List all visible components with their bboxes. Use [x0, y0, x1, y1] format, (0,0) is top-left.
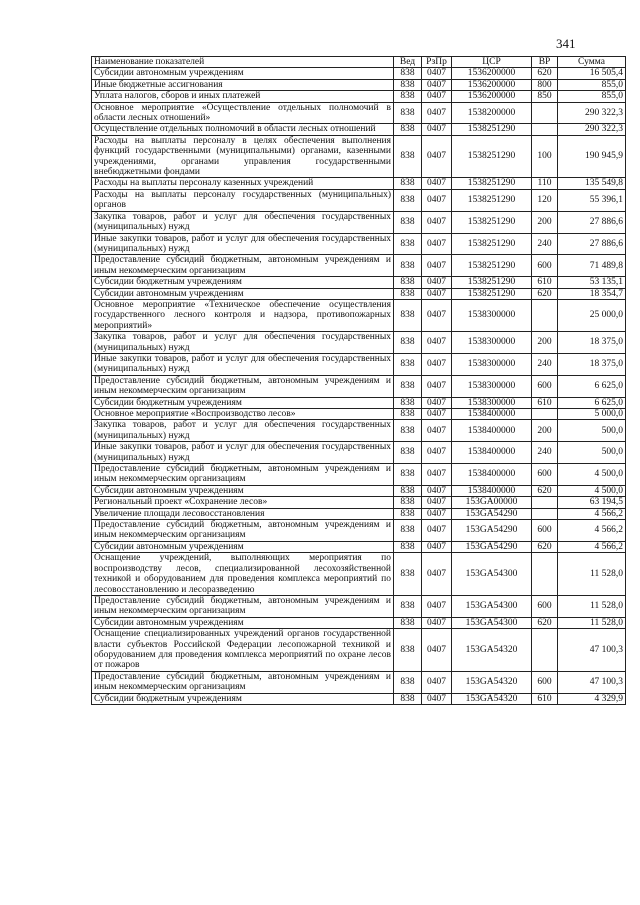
cell-rzpr: 0407	[422, 277, 452, 288]
cell-name: Субсидии автономным учреждениям	[92, 541, 394, 552]
cell-vr: 610	[532, 277, 558, 288]
table-row	[92, 442, 626, 464]
cell-sum: 11 528,0	[558, 617, 626, 628]
cell-rzpr: 0407	[422, 178, 452, 189]
cell-vr: 610	[532, 693, 558, 704]
cell-vr: 110	[532, 178, 558, 189]
cell-vr: 600	[532, 671, 558, 693]
cell-vr	[532, 553, 558, 596]
cell-sum: 190 945,9	[558, 135, 626, 178]
table-row	[92, 553, 626, 596]
cell-name: Основное мероприятие «Осуществление отдельных полномочий в области лесных отношений»	[92, 102, 394, 124]
cell-ved: 838	[394, 553, 422, 596]
cell-sum: 27 886,6	[558, 211, 626, 233]
cell-rzpr: 0407	[422, 553, 452, 596]
cell-rzpr: 0407	[422, 353, 452, 375]
cell-name: Уплата налогов, сборов и иных платежей	[92, 91, 394, 102]
cell-ved: 838	[394, 68, 422, 79]
cell-ved: 838	[394, 299, 422, 331]
cell-vr: 600	[532, 375, 558, 397]
table-row	[92, 520, 626, 542]
cell-rzpr: 0407	[422, 442, 452, 464]
cell-rzpr: 0407	[422, 693, 452, 704]
cell-name: Закупка товаров, работ и услуг для обеспечения государственных (муниципальных) нужд	[92, 420, 394, 442]
cell-csr: 153GA54300	[452, 595, 532, 617]
cell-rzpr: 0407	[422, 299, 452, 331]
cell-name: Предоставление субсидий бюджетным, автономным учреждениям и иным некоммерческим организациям	[92, 595, 394, 617]
cell-csr: 1536200000	[452, 68, 532, 79]
cell-rzpr: 0407	[422, 671, 452, 693]
cell-csr: 1538400000	[452, 485, 532, 496]
table-row	[92, 124, 626, 135]
cell-ved: 838	[394, 288, 422, 299]
header-ved: Вед	[394, 57, 422, 68]
cell-vr: 800	[532, 79, 558, 90]
cell-ved: 838	[394, 277, 422, 288]
cell-csr: 1538251290	[452, 135, 532, 178]
cell-name: Предоставление субсидий бюджетным, автономным учреждениям и иным некоммерческим организациям	[92, 375, 394, 397]
cell-vr: 100	[532, 135, 558, 178]
cell-ved: 838	[394, 617, 422, 628]
cell-rzpr: 0407	[422, 464, 452, 486]
cell-sum: 11 528,0	[558, 595, 626, 617]
cell-ved: 838	[394, 508, 422, 519]
cell-vr	[532, 497, 558, 508]
cell-sum: 4 566,2	[558, 508, 626, 519]
cell-name: Расходы на выплаты персоналу в целях обеспечения выполнения функций государственными (муниципальными) органами, казенными учреждениями, органами управления государственными внебюджетными фондами	[92, 135, 394, 178]
cell-vr: 240	[532, 442, 558, 464]
cell-name: Осуществление отдельных полномочий в области лесных отношений	[92, 124, 394, 135]
table-row	[92, 178, 626, 189]
cell-vr: 620	[532, 68, 558, 79]
table-row	[92, 135, 626, 178]
cell-csr: 1538400000	[452, 420, 532, 442]
page-number: 341	[556, 36, 576, 51]
cell-sum: 6 625,0	[558, 397, 626, 408]
cell-vr: 620	[532, 485, 558, 496]
table-row	[92, 485, 626, 496]
cell-sum: 4 500,0	[558, 485, 626, 496]
cell-vr: 850	[532, 91, 558, 102]
cell-rzpr: 0407	[422, 233, 452, 255]
cell-vr: 600	[532, 255, 558, 277]
cell-vr	[532, 299, 558, 331]
table-row	[92, 497, 626, 508]
cell-rzpr: 0407	[422, 508, 452, 519]
table-row	[92, 332, 626, 354]
cell-vr	[532, 102, 558, 124]
cell-rzpr: 0407	[422, 497, 452, 508]
cell-name: Иные закупки товаров, работ и услуг для обеспечения государственных (муниципальных) нужд	[92, 233, 394, 255]
cell-csr: 1538251290	[452, 178, 532, 189]
cell-name: Субсидии автономным учреждениям	[92, 485, 394, 496]
cell-name: Увеличение площади лесовосстановления	[92, 508, 394, 519]
cell-vr	[532, 629, 558, 672]
cell-sum: 18 375,0	[558, 332, 626, 354]
cell-rzpr: 0407	[422, 520, 452, 542]
cell-vr: 620	[532, 541, 558, 552]
cell-vr: 200	[532, 211, 558, 233]
table-row	[92, 189, 626, 211]
cell-sum: 855,0	[558, 79, 626, 90]
table-row	[92, 79, 626, 90]
cell-ved: 838	[394, 353, 422, 375]
table-row	[92, 397, 626, 408]
table-row	[92, 464, 626, 486]
table-body	[92, 68, 626, 705]
cell-csr: 153GA54320	[452, 629, 532, 672]
cell-csr: 1538251290	[452, 255, 532, 277]
table-row	[92, 541, 626, 552]
cell-sum: 500,0	[558, 442, 626, 464]
header-rzpr: РзПр	[422, 57, 452, 68]
cell-sum: 25 000,0	[558, 299, 626, 331]
cell-rzpr: 0407	[422, 629, 452, 672]
cell-ved: 838	[394, 397, 422, 408]
cell-ved: 838	[394, 442, 422, 464]
cell-name: Расходы на выплаты персоналу государственных (муниципальных) органов	[92, 189, 394, 211]
cell-vr: 240	[532, 233, 558, 255]
header-csr: ЦСР	[452, 57, 532, 68]
cell-ved: 838	[394, 178, 422, 189]
cell-rzpr: 0407	[422, 189, 452, 211]
cell-vr: 120	[532, 189, 558, 211]
cell-name: Основное мероприятие «Воспроизводство лесов»	[92, 409, 394, 420]
cell-name: Предоставление субсидий бюджетным, автономным учреждениям и иным некоммерческим организациям	[92, 255, 394, 277]
table-row	[92, 409, 626, 420]
budget-table	[91, 56, 626, 705]
cell-sum: 5 000,0	[558, 409, 626, 420]
cell-rzpr: 0407	[422, 102, 452, 124]
cell-sum: 47 100,3	[558, 629, 626, 672]
cell-vr: 200	[532, 332, 558, 354]
table-row	[92, 255, 626, 277]
table-row	[92, 353, 626, 375]
cell-sum: 18 354,7	[558, 288, 626, 299]
table-header-row	[92, 57, 626, 68]
cell-rzpr: 0407	[422, 91, 452, 102]
cell-sum: 55 396,1	[558, 189, 626, 211]
cell-vr: 240	[532, 353, 558, 375]
cell-csr: 1538400000	[452, 464, 532, 486]
cell-sum: 27 886,6	[558, 233, 626, 255]
cell-sum: 290 322,3	[558, 102, 626, 124]
cell-ved: 838	[394, 629, 422, 672]
cell-vr: 610	[532, 397, 558, 408]
cell-rzpr: 0407	[422, 255, 452, 277]
cell-sum: 63 194,5	[558, 497, 626, 508]
cell-ved: 838	[394, 693, 422, 704]
cell-ved: 838	[394, 255, 422, 277]
cell-csr: 153GA54300	[452, 617, 532, 628]
header-vr: ВР	[532, 57, 558, 68]
cell-vr	[532, 508, 558, 519]
cell-sum: 53 135,1	[558, 277, 626, 288]
cell-ved: 838	[394, 409, 422, 420]
cell-name: Иные бюджетные ассигнования	[92, 79, 394, 90]
cell-csr: 1536200000	[452, 91, 532, 102]
table-row	[92, 288, 626, 299]
cell-ved: 838	[394, 79, 422, 90]
cell-csr: 1538300000	[452, 353, 532, 375]
header-sum: Сумма	[558, 57, 626, 68]
cell-vr: 620	[532, 617, 558, 628]
table-row	[92, 68, 626, 79]
cell-csr: 1538200000	[452, 102, 532, 124]
cell-sum: 4 566,2	[558, 520, 626, 542]
cell-rzpr: 0407	[422, 617, 452, 628]
table-row	[92, 299, 626, 331]
cell-name: Субсидии бюджетным учреждениям	[92, 277, 394, 288]
cell-csr: 153GA54290	[452, 541, 532, 552]
cell-name: Закупка товаров, работ и услуг для обеспечения государственных (муниципальных) нужд	[92, 332, 394, 354]
cell-name: Субсидии бюджетным учреждениям	[92, 397, 394, 408]
cell-ved: 838	[394, 595, 422, 617]
cell-csr: 1538251290	[452, 277, 532, 288]
cell-csr: 1538251290	[452, 288, 532, 299]
cell-name: Субсидии автономным учреждениям	[92, 68, 394, 79]
cell-rzpr: 0407	[422, 375, 452, 397]
cell-name: Региональный проект «Сохранение лесов»	[92, 497, 394, 508]
cell-ved: 838	[394, 520, 422, 542]
cell-ved: 838	[394, 671, 422, 693]
table-row	[92, 629, 626, 672]
cell-csr: 1538251290	[452, 124, 532, 135]
table-row	[92, 508, 626, 519]
cell-rzpr: 0407	[422, 485, 452, 496]
cell-csr: 1538300000	[452, 332, 532, 354]
cell-vr: 600	[532, 520, 558, 542]
cell-name: Субсидии бюджетным учреждениям	[92, 693, 394, 704]
cell-csr: 1536200000	[452, 79, 532, 90]
cell-ved: 838	[394, 91, 422, 102]
cell-csr: 153GA54320	[452, 671, 532, 693]
cell-vr: 600	[532, 464, 558, 486]
cell-csr: 1538400000	[452, 409, 532, 420]
cell-name: Оснащение учреждений, выполняющих мероприятия по воспроизводству лесов, специализированной лесохозяйственной техникой и оборудованием для проведения комплекса мероприятий по лесовосстановлению и лесоразведению	[92, 553, 394, 596]
cell-csr: 153GA54300	[452, 553, 532, 596]
cell-sum: 11 528,0	[558, 553, 626, 596]
cell-ved: 838	[394, 233, 422, 255]
cell-rzpr: 0407	[422, 68, 452, 79]
cell-vr: 200	[532, 420, 558, 442]
cell-sum: 290 322,3	[558, 124, 626, 135]
cell-sum: 4 329,9	[558, 693, 626, 704]
table-row	[92, 420, 626, 442]
cell-ved: 838	[394, 189, 422, 211]
cell-csr: 153GA00000	[452, 497, 532, 508]
cell-csr: 1538300000	[452, 397, 532, 408]
cell-rzpr: 0407	[422, 332, 452, 354]
cell-ved: 838	[394, 497, 422, 508]
cell-name: Предоставление субсидий бюджетным, автономным учреждениям и иным некоммерческим организациям	[92, 671, 394, 693]
table-row	[92, 211, 626, 233]
cell-sum: 71 489,8	[558, 255, 626, 277]
cell-rzpr: 0407	[422, 409, 452, 420]
cell-csr: 153GA54290	[452, 508, 532, 519]
cell-ved: 838	[394, 135, 422, 178]
cell-name: Оснащение специализированных учреждений органов государственной власти субъектов Российской Федерации лесопожарной техникой и оборудованием для проведения комплекса мероприятий по охране лесов от пожаров	[92, 629, 394, 672]
cell-sum: 16 505,4	[558, 68, 626, 79]
cell-rzpr: 0407	[422, 595, 452, 617]
cell-rzpr: 0407	[422, 135, 452, 178]
cell-name: Предоставление субсидий бюджетным, автономным учреждениям и иным некоммерческим организациям	[92, 464, 394, 486]
cell-name: Расходы на выплаты персоналу казенных учреждений	[92, 178, 394, 189]
cell-ved: 838	[394, 420, 422, 442]
table-row	[92, 671, 626, 693]
cell-sum: 855,0	[558, 91, 626, 102]
cell-ved: 838	[394, 102, 422, 124]
cell-sum: 4 566,2	[558, 541, 626, 552]
table-row	[92, 693, 626, 704]
cell-csr: 153GA54290	[452, 520, 532, 542]
cell-csr: 1538251290	[452, 189, 532, 211]
table-row	[92, 277, 626, 288]
cell-sum: 500,0	[558, 420, 626, 442]
cell-name: Основное мероприятие «Техническое обеспечение осуществления государственного лесного контроля и надзора, противопожарных мероприятий»	[92, 299, 394, 331]
cell-ved: 838	[394, 464, 422, 486]
table-row	[92, 375, 626, 397]
table-row	[92, 595, 626, 617]
cell-sum: 18 375,0	[558, 353, 626, 375]
cell-rzpr: 0407	[422, 420, 452, 442]
cell-ved: 838	[394, 124, 422, 135]
cell-name: Иные закупки товаров, работ и услуг для обеспечения государственных (муниципальных) нужд	[92, 442, 394, 464]
cell-name: Закупка товаров, работ и услуг для обеспечения государственных (муниципальных) нужд	[92, 211, 394, 233]
cell-vr	[532, 409, 558, 420]
cell-sum: 4 500,0	[558, 464, 626, 486]
cell-rzpr: 0407	[422, 79, 452, 90]
cell-csr: 1538300000	[452, 299, 532, 331]
table-row	[92, 233, 626, 255]
cell-sum: 6 625,0	[558, 375, 626, 397]
cell-rzpr: 0407	[422, 288, 452, 299]
cell-vr: 620	[532, 288, 558, 299]
cell-vr	[532, 124, 558, 135]
cell-name: Субсидии автономным учреждениям	[92, 288, 394, 299]
cell-csr: 1538251290	[452, 233, 532, 255]
cell-ved: 838	[394, 211, 422, 233]
table-row	[92, 91, 626, 102]
cell-sum: 47 100,3	[558, 671, 626, 693]
cell-rzpr: 0407	[422, 211, 452, 233]
cell-ved: 838	[394, 541, 422, 552]
table-row	[92, 102, 626, 124]
cell-csr: 1538300000	[452, 375, 532, 397]
cell-rzpr: 0407	[422, 124, 452, 135]
cell-sum: 135 549,8	[558, 178, 626, 189]
cell-ved: 838	[394, 485, 422, 496]
header-name: Наименование показателей	[92, 57, 394, 68]
cell-ved: 838	[394, 375, 422, 397]
cell-vr: 600	[532, 595, 558, 617]
cell-name: Иные закупки товаров, работ и услуг для обеспечения государственных (муниципальных) нужд	[92, 353, 394, 375]
cell-rzpr: 0407	[422, 397, 452, 408]
cell-csr: 1538400000	[452, 442, 532, 464]
table-row	[92, 617, 626, 628]
cell-csr: 1538251290	[452, 211, 532, 233]
cell-name: Субсидии автономным учреждениям	[92, 617, 394, 628]
cell-rzpr: 0407	[422, 541, 452, 552]
cell-ved: 838	[394, 332, 422, 354]
cell-csr: 153GA54320	[452, 693, 532, 704]
cell-name: Предоставление субсидий бюджетным, автономным учреждениям и иным некоммерческим организациям	[92, 520, 394, 542]
